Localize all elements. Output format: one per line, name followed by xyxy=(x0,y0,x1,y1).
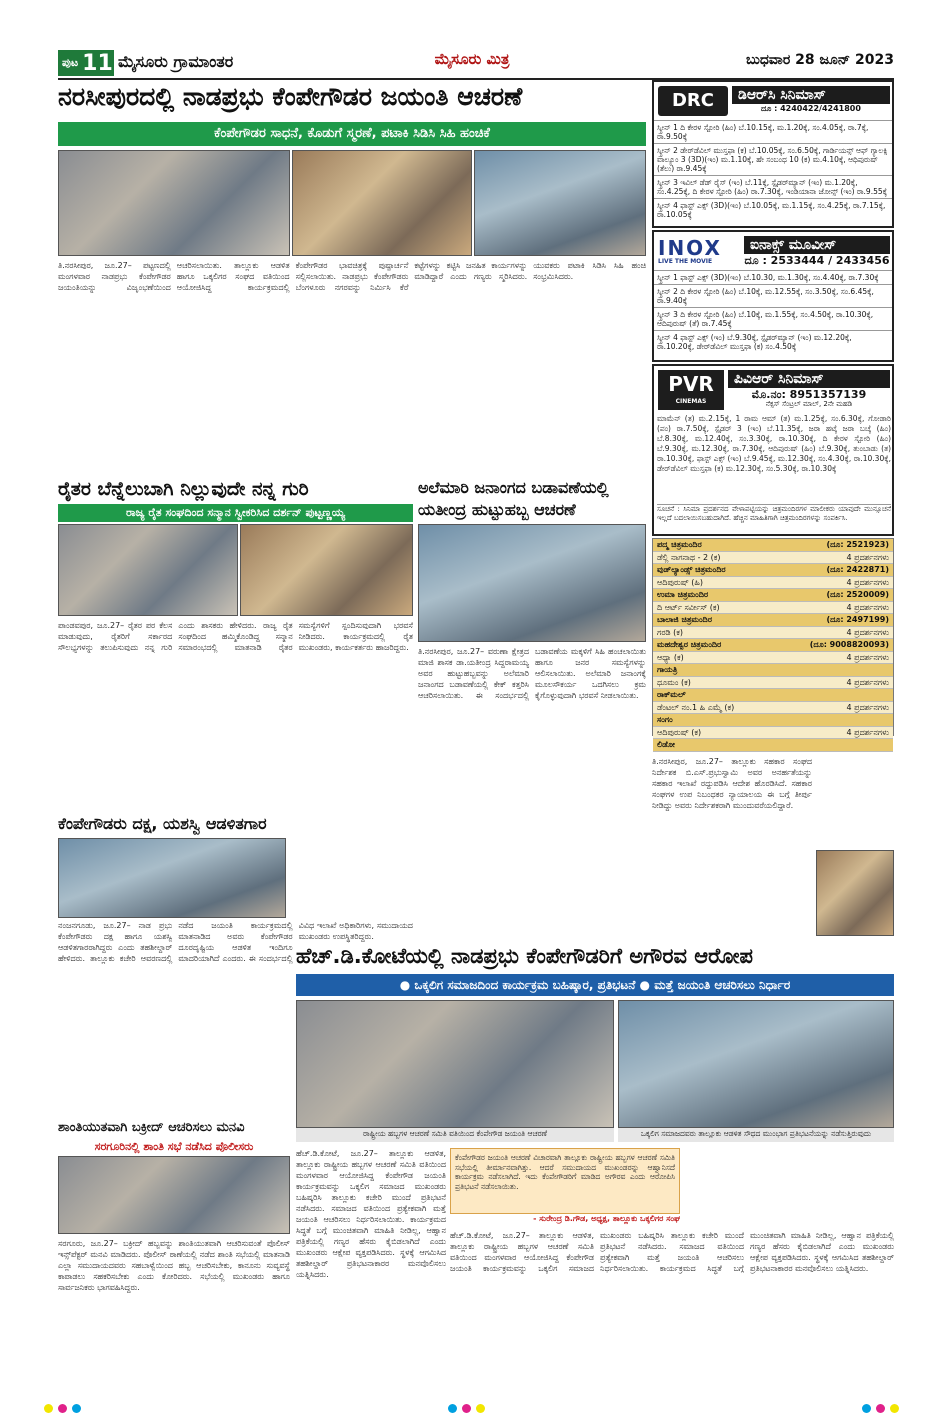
inox-tagline: LIVE THE MOVIE xyxy=(658,258,713,265)
pvr-logo-sub: CINEMAS xyxy=(675,398,707,405)
hdkote-photo-left xyxy=(296,1000,614,1128)
hdkote-subhead: ● ಒಕ್ಕಲಿಗ ಸಮಾಜದಿಂದ ಕಾರ್ಯಕ್ರಮ ಬಹಿಷ್ಕಾರ, ಪ್ರತಿಭಟನೆ ● ಮತ್ತೆ ಜಯಂತಿ ಆಚರಿಸಲು ನಿರ್ಧಾರ xyxy=(296,974,894,996)
inox-screen-row: ಸ್ಕ್ರೀನ್ 1 ಫಾಸ್ಟ್ ಎಕ್ಸ್ (3D)(ಇಂ) ಬೆ.10.30, ಮ.1.30ಕ್ಕೆ, ಸಂ.4.40ಕ್ಕೆ, ರಾ.7.30ಕ್ಕೆ xyxy=(654,270,892,284)
farmers-subhead: ರಾಜ್ಯ ರೈತ ಸಂಘದಿಂದ ಸನ್ಮಾನ ಸ್ವೀಕರಿಸಿದ ದರ್ಶನ್ ಪುಟ್ಟಣ್ಣಯ್ಯ xyxy=(58,504,413,522)
issue-date: ಬುಧವಾರ 28 ಜೂನ್ 2023 xyxy=(745,52,894,68)
registration-dot-magenta xyxy=(876,1404,885,1413)
alemari-body: ತಿ.ನರಸೀಪುರ, ಜೂ.27– ವರುಣಾ ಕ್ಷೇತ್ರದ ಮಾಜಿ ಶಾಸಕ ಡಾ.ಯತೀಂದ್ರ ಸಿದ್ದರಾಮಯ್ಯ ಅವರ ಹುಟ್ಟುಹಬ್ಬವನ್ನು ಅಲೆಮಾರಿ ಜನಾಂಗದ ಬಡಾವಣೆಯಲ್ಲಿ ಕೇಕ್ ಕತ್ತರಿಸಿ ಆಚರಿಸಲಾಯಿತು. ಈ ಸಂದರ್ಭದಲ್ಲಿ ಬಡಾವಣೆಯ ಮಕ್ಕಳಿಗೆ ಸಿಹಿ ಹಂಚಲಾಯಿತು ಹಾಗೂ ಜನರ ಸಮಸ್ಯೆಗಳನ್ನು ಆಲಿಸಲಾಯಿತು. ಅಲೆಮಾರಿ ಜನಾಂಗಕ್ಕೆ ಮೂಲಸೌಕರ್ಯ ಒದಗಿಸಲು ಕ್ರಮ ಕೈಗೊಳ್ಳುವುದಾಗಿ ಭರವಸೆ ನೀಡಲಾಯಿತು. xyxy=(418,647,646,700)
theatre-row: ಡೆಲ್ಲಿ ನಾಗನಾಥ - 2 (ಕ) 4 ಪ್ರದರ್ಶನಗಳು xyxy=(653,552,893,565)
hdkote-body-cols: ಹೆಚ್.ಡಿ.ಕೋಟೆ, ಜೂ.27– ತಾಲ್ಲೂಕು ಆಡಳಿತ, ತಾಲ್ಲೂಕು ರಾಷ್ಟ್ರೀಯ ಹಬ್ಬಗಳ ಆಚರಣೆ ಸಮಿತಿ ವತಿಯಿಂದ ಮಂಗಳವಾರ ಆಯೋಜಿಸಿದ್ದ ಕೆಂಪೇಗೌಡ ಜಯಂತಿ ಕಾರ್ಯಕ್ರಮವನ್ನು ಒಕ್ಕಲಿಗ ಸಮಾಜದ ಮುಖಂಡರು ಬಹಿಷ್ಕರಿಸಿ ತಾಲ್ಲೂಕು ಕಚೇರಿ ಮುಂದೆ ಪ್ರತಿಭಟನೆ ನಡೆಸಿದರು. ಸಮಾಜದ ವತಿಯಿಂದ ಪ್ರತ್ಯೇಕವಾಗಿ ಮತ್ತೆ ಜಯಂತಿ ಆಚರಿಸಲು ನಿರ್ಧರಿಸಲಾಯಿತು. ಕಾರ್ಯಕ್ರಮದ ಸಿದ್ಧತೆ ಬಗ್ಗೆ ಮುಂಚಿತವಾಗಿ ಮಾಹಿತಿ ನೀಡಿಲ್ಲ, ಆಹ್ವಾನ ಪತ್ರಿಕೆಯಲ್ಲಿ ಗಣ್ಯರ ಹೆಸರು ಕೈಬಿಡಲಾಗಿದೆ ಎಂದು ಮುಖಂಡರು ಆಕ್ಷೇಪ ವ್ಯಕ್ತಪಡಿಸಿದರು. ಸ್ಥಳಕ್ಕೆ ಆಗಮಿಸಿದ ತಹಶೀಲ್ದಾರ್ ಪ್ರತಿಭಟನಾಕಾರರ ಮನವೊಲಿಸಲು ಯತ್ನಿಸಿದರು. xyxy=(450,1231,894,1273)
inox-screen-row: ಸ್ಕ್ರೀನ್ 2 ದಿ ಕೇರಳ ಸ್ಟೋರಿ (ಹಿಂ) ಬೆ.10ಕ್ಕೆ, ಮ.12.55ಕ್ಕೆ, ಸಂ.3.50ಕ್ಕೆ, ಸಂ.6.45ಕ್ಕೆ, ರಾ.9.40ಕ್ಕೆ xyxy=(654,284,892,307)
drc-cinemas-box xyxy=(652,80,894,228)
registration-dot-cyan xyxy=(448,1404,457,1413)
registration-dot-cyan xyxy=(72,1404,81,1413)
inox-screen-row: ಸ್ಕ್ರೀನ್ 3 ದಿ ಕೇರಳ ಸ್ಟೋರಿ (ಹಿಂ) ಬೆ.10ಕ್ಕೆ, ಮ.1.55ಕ್ಕೆ, ಸಂ.4.50ಕ್ಕೆ, ರಾ.10.30ಕ್ಕೆ, ಆದಿಪುರುಷ್ (ತೆ) ರಾ.7.45ಕ್ಕೆ xyxy=(654,307,892,330)
farmers-photo-2 xyxy=(240,524,413,616)
registration-dot-yellow xyxy=(890,1404,899,1413)
pvr-logo-text: PVR xyxy=(668,372,714,396)
theatre-row: ಸಂಗಂ xyxy=(653,714,893,727)
theatre-listing-table xyxy=(652,538,894,749)
theatre-row: ಮಹದೇಶ್ವರ ಚಿತ್ರಮಂದಿರ (ದೂ: 9008820093) xyxy=(653,639,893,652)
notice-portrait xyxy=(816,850,894,936)
registration-dot-yellow xyxy=(476,1404,485,1413)
theatre-row: ಬಾಲಾಜಿ ಚಿತ್ರಮಂದಿರ (ದೂ: 2497199) xyxy=(653,614,893,627)
theatre-row: ರಾಕ್‌ಮಲ್ xyxy=(653,689,893,702)
notice-body: ತಿ.ನರಸೀಪುರ, ಜೂ.27– ತಾಲ್ಲೂಕು ಸಹಕಾರ ಸಂಘದ ನಿರ್ದೇಶಕ ಬಿ.ಎಸ್.ಪ್ರಭುಸ್ವಾಮಿ ಅವರ ಅನರ್ಹತೆಯನ್ನು ಸಹಕಾರ ಇಲಾಖೆ ರದ್ದುಪಡಿಸಿ ಆದೇಶ ಹೊರಡಿಸಿದೆ. ಸಹಕಾರ ಸಂಘಗಳ ಉಪ ನಿಬಂಧಕರ ನ್ಯಾಯಾಲಯ ಈ ಬಗ್ಗೆ ತೀರ್ಪು ನೀಡಿದ್ದು ಅವರು ನಿರ್ದೇಶಕರಾಗಿ ಮುಂದುವರೆಯಲಿದ್ದಾರೆ. xyxy=(652,757,812,810)
peace-photo xyxy=(58,1156,290,1234)
registration-dot-magenta xyxy=(58,1404,67,1413)
farmers-headline: ರೈತರ ಬೆನ್ನೆಲುಬಾಗಿ ನಿಲ್ಲುವುದೇ ನನ್ನ ಗುರಿ xyxy=(58,478,309,500)
theatre-row: ಆದಿಪುರುಷ್ (ಕ) 4 ಪ್ರದರ್ಶನಗಳು xyxy=(653,727,893,740)
hdkote-headline: ಹೆಚ್.ಡಿ.ಕೋಟೆಯಲ್ಲಿ ನಾಡಪ್ರಭು ಕೆಂಪೇಗೌಡರಿಗೆ ಅಗೌರವ ಆರೋಪ xyxy=(296,944,753,968)
lead-body: ತಿ.ನರಸೀಪುರ, ಜೂ.27– ಪಟ್ಟಣದಲ್ಲಿ ಮಂಗಳವಾರ ನಾಡಪ್ರಭು ಕೆಂಪೇಗೌಡರ ಜಯಂತಿಯನ್ನು ವಿಜೃಂಭಣೆಯಿಂದ ಆಚರಿಸಲಾಯಿತು. ತಾಲ್ಲೂಕು ಆಡಳಿತ ಹಾಗೂ ಒಕ್ಕಲಿಗರ ಸಂಘದ ವತಿಯಿಂದ ಆಯೋಜಿಸಿದ್ದ ಕಾರ್ಯಕ್ರಮದಲ್ಲಿ ಕೆಂಪೇಗೌಡರ ಭಾವಚಿತ್ರಕ್ಕೆ ಪುಷ್ಪಾರ್ಚನೆ ಸಲ್ಲಿಸಲಾಯಿತು. ನಾಡಪ್ರಭು ಕೆಂಪೇಗೌಡರು ಬೆಂಗಳೂರು ನಗರವನ್ನು ನಿರ್ಮಿಸಿ ಕೆರೆ ಕಟ್ಟೆಗಳನ್ನು ಕಟ್ಟಿಸಿ ಜನಹಿತ ಕಾರ್ಯಗಳನ್ನು ಮಾಡಿದ್ದಾರೆ ಎಂದು ಗಣ್ಯರು ಸ್ಮರಿಸಿದರು. ಯುವಕರು ಪಟಾಕಿ ಸಿಡಿಸಿ ಸಿಹಿ ಹಂಚಿ ಸಂಭ್ರಮಿಸಿದರು. xyxy=(58,261,646,292)
newspaper-name: ಮೈಸೂರು ಮಿತ್ರ xyxy=(434,50,510,68)
theatre-row: ಗರಡಿ (ಕ) 4 ಪ್ರದರ್ಶನಗಳು xyxy=(653,627,893,640)
farmers-body: ಪಾಂಡವಪುರ, ಜೂ.27– ರೈತರ ಪರ ಕೆಲಸ ಮಾಡುವುದು, ರೈತರಿಗೆ ಸರ್ಕಾರದ ಸೌಲಭ್ಯಗಳನ್ನು ತಲುಪಿಸುವುದು ನನ್ನ ಗುರಿ ಎಂದು ಶಾಸಕರು ಹೇಳಿದರು. ರಾಜ್ಯ ರೈತ ಸಂಘದಿಂದ ಹಮ್ಮಿಕೊಂಡಿದ್ದ ಸನ್ಮಾನ ಸಮಾರಂಭದಲ್ಲಿ ಮಾತನಾಡಿ ರೈತರ ಸಮಸ್ಯೆಗಳಿಗೆ ಸ್ಪಂದಿಸುವುದಾಗಿ ಭರವಸೆ ನೀಡಿದರು. ಕಾರ್ಯಕ್ರಮದಲ್ಲಿ ರೈತ ಮುಖಂಡರು, ಕಾರ್ಯಕರ್ತರು ಹಾಜರಿದ್ದರು. xyxy=(58,621,413,652)
peace-headline: ಶಾಂತಿಯುತವಾಗಿ ಬಕ್ರೀದ್ ಆಚರಿಸಲು ಮನವಿ xyxy=(58,1120,245,1135)
registration-dot-magenta xyxy=(462,1404,471,1413)
alemari-headline-2: ಯತೀಂದ್ರ ಹುಟ್ಟುಹಬ್ಬ ಆಚರಣೆ xyxy=(418,500,576,519)
drc-screen-row: ಸ್ಕ್ರೀನ್ 2 ಡೇರ್‌ಡೆವಿಲ್ ಮುಸ್ತಫಾ (ಕ) ಬೆ.10.05ಕ್ಕೆ, ಸಂ.6.50ಕ್ಕೆ, ಗಾರ್ಡಿಯನ್ಸ್ ಆಫ್ ಗ್ಯಾಲಕ್ಸಿ ವಾಲ್ಯೂಂ 3 (3D)(ಇಂ) ಮ.1.10ಕ್ಕೆ, ಹೇ ಸಂಬಂಧ 10 (ಕ) ಮ.4.10ಕ್ಕೆ, ಆಧಿಪುರುಷ್ (ತೆಲು) ರಾ.9.45ಕ್ಕೆ xyxy=(654,143,892,175)
hdkote-quote-author: - ಸುರೇಂದ್ರ ಡಿ.ಗೌಡ, ಅಧ್ಯಕ್ಷ, ತಾಲ್ಲೂಕು ಒಕ್ಕಲಿಗರ ಸಂಘ xyxy=(533,1214,680,1223)
page-label: ಪುಟ xyxy=(62,56,79,69)
theatre-row: ಧೂಮಂ (ಕ) 4 ಪ್ರದರ್ಶನಗಳು xyxy=(653,677,893,690)
theatre-row: ಗಾಯತ್ರಿ xyxy=(653,664,893,677)
theatre-row: ಡೆಂಟಲ್ ನಂ.1 ಹಿ ಎಮ್ಮೆ (ಕ) 4 ಪ್ರದರ್ಶನಗಳು xyxy=(653,702,893,715)
theatre-row: ಲಿಡೋ xyxy=(653,739,893,752)
theatre-row: ಪದ್ಮ ಚಿತ್ರಮಂದಿರ (ದೂ: 2521923) xyxy=(653,539,893,552)
inox-logo: INOX xyxy=(658,236,722,260)
page-number: 11 xyxy=(82,50,113,76)
inox-screen-row: ಸ್ಕ್ರೀನ್ 4 ಫಾಸ್ಟ್ ಎಕ್ಸ್ (ಇಂ) ಬೆ.9.30ಕ್ಕೆ, ಸ್ಪೈಡರ್‌ಮ್ಯಾನ್ (ಇಂ) ಮ.12.20ಕ್ಕೆ, ರಾ.10.20ಕ್ಕೆ, ಡೇರ್‌ಡೆವಿಲ್ ಮುಸ್ತಫಾ (ಕ) ಸಂ.4.50ಕ್ಕೆ xyxy=(654,330,892,353)
theatre-row: ಆಧ್ಯಾ (ಕ) 4 ಪ್ರದರ್ಶನಗಳು xyxy=(653,652,893,665)
theatre-row: ವುಡ್‌ಲ್ಯಾಂಡ್ಸ್ ಚಿತ್ರಮಂದಿರ (ದೂ: 2422871) xyxy=(653,564,893,577)
lead-subhead: ಕೆಂಪೇಗೌಡರ ಸಾಧನೆ, ಕೊಡುಗೆ ಸ್ಮರಣೆ, ಪಟಾಕಿ ಸಿಡಿಸಿ ಸಿಹಿ ಹಂಚಿಕೆ xyxy=(58,122,646,146)
admin-photo xyxy=(58,838,286,918)
section-title: ಮೈಸೂರು ಗ್ರಾಮಾಂತರ xyxy=(118,52,234,71)
inox-phone: ದೂ : 2533444 / 2433456 xyxy=(744,254,890,267)
pvr-phone: ಮೊ.ನಂ: 8951357139 xyxy=(751,388,867,401)
admin-headline: ಕೆಂಪೇಗೌಡರು ದಕ್ಷ, ಯಶಸ್ವಿ ಆಡಳಿತಗಾರ xyxy=(58,814,267,833)
hdkote-caption-right: ಒಕ್ಕಲಿಗ ಸಮಾಜದವರು ತಾಲ್ಲೂಕು ಆಡಳಿತ ಸೌಧದ ಮುಂಭಾಗ ಪ್ರತಿಭಟನೆಯನ್ನು ನಡೆಸುತ್ತಿರುವುದು xyxy=(618,1128,894,1142)
pvr-listing: ಮಾಮೆನ್ (ತ) ಮ.2.15ಕ್ಕೆ, 1 ರಾಮ ಆಮ್ (ತ) ಮ.1.25ಕ್ಕೆ, ಸಂ.6.30ಕ್ಕೆ, ಗೋಡಾರಿ (ಪಂ) ರಾ.7.50ಕ್ಕೆ, ಸ್ಪೈಡರ್ 3 (ಇಂ) ಬೆ.11.35ಕ್ಕೆ, ಜರಾ ಹಟ್ಕೆ ಜರಾ ಬಚ್ಕೆ (ಹಿಂ) ಬೆ.8.30ಕ್ಕೆ, ಮ.12.40ಕ್ಕೆ, ಸಂ.3.30ಕ್ಕೆ, ರಾ.10.30ಕ್ಕೆ, ದಿ ಕೇರಳ ಸ್ಟೋರಿ (ಹಿಂ) ಬೆ.9.30ಕ್ಕೆ, ಮ.12.30ಕ್ಕೆ, ರಾ.7.30ಕ್ಕೆ, ಆದಿಪುರುಷ್ (ಹಿಂ) ಬೆ.9.30ಕ್ಕೆ, ತುಂಬಾಡು (ತ) ರಾ.10.30ಕ್ಕೆ, ಫಾಸ್ಟ್ ಎಕ್ಸ್ (ಇಂ) ಬೆ.9.45ಕ್ಕೆ, ಮ.12.30ಕ್ಕೆ, ಸಂ.4.30ಕ್ಕೆ, ರಾ.10.30ಕ್ಕೆ, ಡೇರ್‌ಡೆವಿಲ್ ಮುಸ್ತಫಾ (ಕ) ಮ.12.30ಕ್ಕೆ, ಸಂ.5.30ಕ್ಕೆ, ರಾ.10.30ಕ್ಕೆ xyxy=(657,414,891,473)
theatre-row: ದಿ ಆರ್ಟ್ ಸರ್ವೀಸ್ (ಕ) 4 ಪ್ರದರ್ಶನಗಳು xyxy=(653,602,893,615)
drc-screen-row: ಸ್ಕ್ರೀನ್ 3 ಇವಿಲ್ ಡೆಡ್ ರೈಸ್ (ಇಂ) ಬೆ.11ಕ್ಕೆ, ಸ್ಪೈಡರ್‌ಮ್ಯಾನ್ (ಇಂ) ಮ.1.20ಕ್ಕೆ, ಸಂ.4.25ಕ್ಕೆ, ದಿ ಕೇರಳ ಸ್ಟೋರಿ (ಹಿಂ) ರಾ.7.30ಕ್ಕೆ, ಇಂಡಿಯಾನಾ ಜೋನ್ಸ್ (ಇಂ) ರಾ.9.55ಕ್ಕೆ xyxy=(654,175,892,198)
pvr-address: ನೆಕ್ಸಸ್ ಸೆಂಟ್ರಲ್ ಮಾಲ್, 2ನೇ ಮಹಡಿ xyxy=(765,400,853,408)
theatre-row: ಆದಿಪುರುಷ್ (ಹಿ) 4 ಪ್ರದರ್ಶನಗಳು xyxy=(653,577,893,590)
lead-photo-2 xyxy=(292,150,472,256)
pvr-title: ಪಿವಿಆರ್ ಸಿನಿಮಾಸ್ xyxy=(728,370,890,388)
hdkote-caption-left: ರಾಷ್ಟ್ರೀಯ ಹಬ್ಬಗಳ ಆಚರಣೆ ಸಮಿತಿ ವತಿಯಿಂದ ಕೆಂಪೇಗೌಡ ಜಯಂತಿ ಆಚರಣೆ xyxy=(296,1128,614,1142)
drc-title: ಡಿಆರ್‌ಸಿ ಸಿನಿಮಾಸ್ xyxy=(732,86,890,104)
hdkote-body-col1: ಹೆಚ್.ಡಿ.ಕೋಟೆ, ಜೂ.27– ತಾಲ್ಲೂಕು ಆಡಳಿತ, ತಾಲ್ಲೂಕು ರಾಷ್ಟ್ರೀಯ ಹಬ್ಬಗಳ ಆಚರಣೆ ಸಮಿತಿ ವತಿಯಿಂದ ಮಂಗಳವಾರ ಆಯೋಜಿಸಿದ್ದ ಕೆಂಪೇಗೌಡ ಜಯಂತಿ ಕಾರ್ಯಕ್ರಮವನ್ನು ಒಕ್ಕಲಿಗ ಸಮಾಜದ ಮುಖಂಡರು ಬಹಿಷ್ಕರಿಸಿ ತಾಲ್ಲೂಕು ಕಚೇರಿ ಮುಂದೆ ಪ್ರತಿಭಟನೆ ನಡೆಸಿದರು. ಸಮಾಜದ ವತಿಯಿಂದ ಪ್ರತ್ಯೇಕವಾಗಿ ಮತ್ತೆ ಜಯಂತಿ ಆಚರಿಸಲು ನಿರ್ಧರಿಸಲಾಯಿತು. ಕಾರ್ಯಕ್ರಮದ ಸಿದ್ಧತೆ ಬಗ್ಗೆ ಮುಂಚಿತವಾಗಿ ಮಾಹಿತಿ ನೀಡಿಲ್ಲ, ಆಹ್ವಾನ ಪತ್ರಿಕೆಯಲ್ಲಿ ಗಣ್ಯರ ಹೆಸರು ಕೈಬಿಡಲಾಗಿದೆ ಎಂದು ಮುಖಂಡರು ಆಕ್ಷೇಪ ವ್ಯಕ್ತಪಡಿಸಿದರು. ಸ್ಥಳಕ್ಕೆ ಆಗಮಿಸಿದ ತಹಶೀಲ್ದಾರ್ ಪ್ರತಿಭಟನಾಕಾರರ ಮನವೊಲಿಸಲು ಯತ್ನಿಸಿದರು. xyxy=(296,1149,446,1279)
admin-body: ನಂಜನಗೂಡು, ಜೂ.27– ನಾಡ ಪ್ರಭು ಕೆಂಪೇಗೌಡರು ದಕ್ಷ ಹಾಗೂ ಯಶಸ್ವಿ ಆಡಳಿತಗಾರರಾಗಿದ್ದರು ಎಂದು ತಹಶೀಲ್ದಾರ್ ಹೇಳಿದರು. ತಾಲ್ಲೂಕು ಕಚೇರಿ ಆವರಣದಲ್ಲಿ ನಡೆದ ಜಯಂತಿ ಕಾರ್ಯಕ್ರಮದಲ್ಲಿ ಮಾತನಾಡಿದ ಅವರು ಕೆಂಪೇಗೌಡರ ದೂರದೃಷ್ಟಿಯ ಆಡಳಿತ ಇಂದಿಗೂ ಮಾದರಿಯಾಗಿದೆ ಎಂದರು. ಈ ಸಂದರ್ಭದಲ್ಲಿ ವಿವಿಧ ಇಲಾಖೆ ಅಧಿಕಾರಿಗಳು, ಸಮುದಾಯದ ಮುಖಂಡರು ಉಪಸ್ಥಿತರಿದ್ದರು. xyxy=(58,921,413,963)
registration-dot-cyan xyxy=(862,1404,871,1413)
drc-screen-row: ಸ್ಕ್ರೀನ್ 1 ದಿ ಕೇರಳ ಸ್ಟೋರಿ (ಹಿಂ) ಬೆ.10.15ಕ್ಕೆ, ಮ.1.20ಕ್ಕೆ, ಸಂ.4.05ಕ್ಕೆ, ರಾ.7ಕ್ಕೆ, ರಾ.9.50ಕ್ಕೆ xyxy=(654,120,892,143)
alemari-photo xyxy=(418,524,646,642)
registration-dot-yellow xyxy=(44,1404,53,1413)
drc-logo: DRC xyxy=(658,86,728,116)
pvr-logo xyxy=(658,370,724,410)
hdkote-quote: ಕೆಂಪೇಗೌಡರ ಜಯಂತಿ ಆಚರಣೆ ವಿಚಾರವಾಗಿ ತಾಲ್ಲೂಕು ರಾಷ್ಟ್ರೀಯ ಹಬ್ಬಗಳ ಆಚರಣೆ ಸಮಿತಿ ಸಭೆಯಲ್ಲಿ ತೀರ್ಮಾನವಾಗಿತ್ತು. ಆದರೆ ಸಮುದಾಯದ ಮುಖಂಡರನ್ನು ಆಹ್ವಾನಿಸದೆ ಕಾರ್ಯಕ್ರಮ ನಡೆಸಲಾಗಿದೆ. ಇದು ಕೆಂಪೇಗೌಡರಿಗೆ ಮಾಡಿದ ಅಗೌರವ ಎಂದು ಆರೋಪಿಸಿ ಪ್ರತಿಭಟನೆ ನಡೆಸಲಾಯಿತು. xyxy=(455,1153,675,1191)
drc-phone: ದೂ : 4240422/4241800 xyxy=(761,104,861,113)
lead-photo-1 xyxy=(58,150,290,256)
lead-photo-3 xyxy=(474,150,646,256)
hdkote-photo-right xyxy=(618,1000,894,1128)
hdkote-quote-box xyxy=(450,1148,680,1214)
cinema-notice: ಸೂಚನೆ : ಸಿನಿಮಾ ಪ್ರದರ್ಶನದ ವೇಳಾಪಟ್ಟಿಯನ್ನು ಚಿತ್ರಮಂದಿರಗಳ ಮಾಲೀಕರು ಯಾವುದೇ ಮುನ್ಸೂಚನೆ ಇಲ್ಲದೆ ಬದಲಾಯಿಸಬಹುದಾಗಿದೆ. ಹೆಚ್ಚಿನ ಮಾಹಿತಿಗಾಗಿ ಚಿತ್ರಮಂದಿರಗಳನ್ನು ಸಂಪರ್ಕಿಸಿ. xyxy=(657,504,891,534)
pvr-cinemas-box xyxy=(652,364,894,536)
inox-cinemas-box xyxy=(652,230,894,362)
drc-screen-row: ಸ್ಕ್ರೀನ್ 4 ಫಾಸ್ಟ್ ಎಕ್ಸ್ (3D)(ಇಂ) ಬೆ.10.05ಕ್ಕೆ, ಮ.1.15ಕ್ಕೆ, ಸಂ.4.25ಕ್ಕೆ, ರಾ.7.15ಕ್ಕೆ, ರಾ.10.05ಕ್ಕೆ xyxy=(654,198,892,221)
peace-body: ಸರಗೂರು, ಜೂ.27– ಬಕ್ರೀದ್ ಹಬ್ಬವನ್ನು ಶಾಂತಿಯುತವಾಗಿ ಆಚರಿಸುವಂತೆ ಪೊಲೀಸ್ ಇನ್ಸ್‌ಪೆಕ್ಟರ್ ಮನವಿ ಮಾಡಿದರು. ಪೊಲೀಸ್ ಠಾಣೆಯಲ್ಲಿ ನಡೆದ ಶಾಂತಿ ಸಭೆಯಲ್ಲಿ ಮಾತನಾಡಿ ಎಲ್ಲಾ ಸಮುದಾಯದವರು ಸಹಬಾಳ್ವೆಯಿಂದ ಹಬ್ಬ ಆಚರಿಸಬೇಕು, ಕಾನೂನು ಸುವ್ಯವಸ್ಥೆ ಕಾಪಾಡಲು ಸಹಕರಿಸಬೇಕು ಎಂದು ಕೋರಿದರು. ಸಭೆಯಲ್ಲಿ ಮುಖಂಡರು ಹಾಗೂ ಸಾರ್ವಜನಿಕರು ಭಾಗವಹಿಸಿದ್ದರು. xyxy=(58,1239,290,1292)
theatre-row: ಉಮಾ ಚಿತ್ರಮಂದಿರ (ದೂ: 2520009) xyxy=(653,589,893,602)
peace-subhead: ಸರಗೂರಿನಲ್ಲಿ ಶಾಂತಿ ಸಭೆ ನಡೆಸಿದ ಪೊಲೀಸರು xyxy=(94,1140,254,1153)
alemari-headline-1: ಅಲೆಮಾರಿ ಜನಾಂಗದ ಬಡಾವಣೆಯಲ್ಲಿ xyxy=(418,478,609,497)
lead-headline: ನರಸೀಪುರದಲ್ಲಿ ನಾಡಪ್ರಭು ಕೆಂಪೇಗೌಡರ ಜಯಂತಿ ಆಚರಣೆ xyxy=(58,82,523,111)
inox-title: ಐನಾಕ್ಸ್ ಮೂವೀಸ್ xyxy=(744,236,890,254)
farmers-photo-1 xyxy=(58,524,238,616)
page-number-badge xyxy=(58,50,114,76)
